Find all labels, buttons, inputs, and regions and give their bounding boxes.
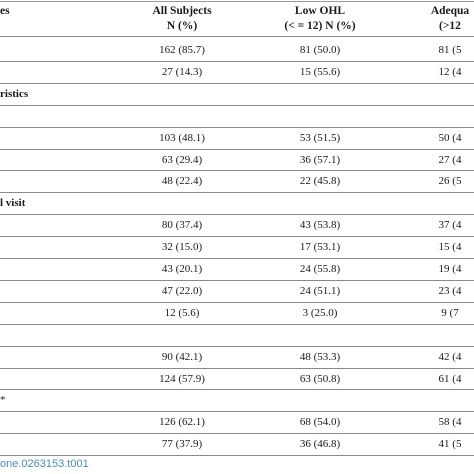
- cell-c1: 90 (42.1): [161, 350, 203, 363]
- row-rule: [0, 455, 474, 456]
- header-adequate-unit: (>12: [439, 20, 461, 32]
- row-rule: [0, 105, 474, 106]
- cell-c2: 53 (51.5): [299, 131, 341, 144]
- header-rule: [0, 36, 474, 37]
- cell-c2: 36 (46.8): [299, 438, 341, 451]
- cell-c1: 32 (15.0): [161, 241, 203, 254]
- header-low-ohl: Low OHL: [294, 5, 346, 17]
- cell-c3: 58 (4: [438, 416, 462, 429]
- header-all-subjects-unit: N (%): [166, 20, 198, 32]
- row-rule: [0, 170, 474, 171]
- header-adequate: Adequa: [430, 5, 470, 17]
- row-rule: [0, 127, 474, 128]
- row-rule: [0, 411, 474, 412]
- row-rule: [0, 192, 474, 193]
- row-rule: [0, 346, 474, 347]
- row-label: ristics: [0, 87, 29, 100]
- row-rule: [0, 214, 474, 215]
- cell-c2: 24 (55.8): [299, 263, 341, 275]
- cell-c3: 61 (4: [438, 372, 462, 385]
- table-top-rule: [0, 1, 474, 2]
- cell-c1: 162 (85.7): [159, 44, 205, 56]
- row-rule: [0, 258, 474, 259]
- cell-c1: 80 (37.4): [161, 219, 203, 232]
- row-rule: [0, 61, 474, 62]
- cell-c2: 24 (51.1): [299, 284, 341, 297]
- cell-c2: 48 (53.3): [299, 350, 341, 363]
- row-rule: [0, 236, 474, 237]
- doi-link[interactable]: one.0263153.t001: [0, 458, 89, 470]
- row-rule: [0, 389, 474, 390]
- cell-c3: 41 (5: [438, 438, 462, 451]
- row-label: *: [0, 394, 6, 407]
- cell-c3: 50 (4: [438, 131, 462, 144]
- cell-c1: 124 (57.9): [159, 372, 205, 385]
- row-rule: [0, 324, 474, 325]
- cell-c2: 17 (53.1): [299, 241, 341, 254]
- cell-c3: 9 (7: [441, 306, 459, 319]
- header-all-subjects: All Subjects: [152, 5, 212, 17]
- cell-c1: 27 (14.3): [161, 65, 203, 78]
- cell-c3: 81 (5: [438, 44, 462, 56]
- header-variables: es: [0, 5, 10, 17]
- row-rule: [0, 83, 474, 84]
- cell-c2: 36 (57.1): [299, 153, 341, 166]
- cell-c2: 22 (45.8): [299, 175, 341, 188]
- cell-c3: 37 (4: [438, 219, 462, 232]
- cell-c1: 63 (29.4): [161, 153, 203, 166]
- cell-c1: 12 (5.6): [164, 306, 200, 319]
- row-label: l visit: [0, 197, 26, 210]
- cell-c2: 15 (55.6): [299, 65, 341, 78]
- cell-c3: 42 (4: [438, 350, 462, 363]
- cell-c3: 19 (4: [438, 263, 462, 275]
- cell-c1: 43 (20.1): [161, 263, 203, 275]
- cell-c1: 126 (62.1): [159, 416, 205, 429]
- header-low-ohl-unit: (< = 12) N (%): [284, 20, 356, 32]
- cell-c3: 12 (4: [438, 65, 462, 78]
- row-rule: [0, 280, 474, 281]
- cell-c3: 27 (4: [438, 153, 462, 166]
- cell-c2: 3 (25.0): [302, 306, 338, 319]
- cell-c1: 47 (22.0): [161, 284, 203, 297]
- cell-c3: 23 (4: [438, 284, 462, 297]
- cell-c2: 63 (50.8): [299, 372, 341, 385]
- cell-c3: 15 (4: [438, 241, 462, 254]
- cell-c2: 43 (53.8): [299, 219, 341, 232]
- cell-c1: 48 (22.4): [161, 175, 203, 188]
- row-rule: [0, 149, 474, 150]
- cell-c2: 81 (50.0): [299, 44, 341, 56]
- row-rule: [0, 368, 474, 369]
- cell-c2: 68 (54.0): [299, 416, 341, 429]
- cell-c3: 26 (5: [438, 175, 462, 188]
- row-rule: [0, 302, 474, 303]
- row-rule: [0, 433, 474, 434]
- cell-c1: 103 (48.1): [159, 131, 205, 144]
- cell-c1: 77 (37.9): [161, 438, 203, 451]
